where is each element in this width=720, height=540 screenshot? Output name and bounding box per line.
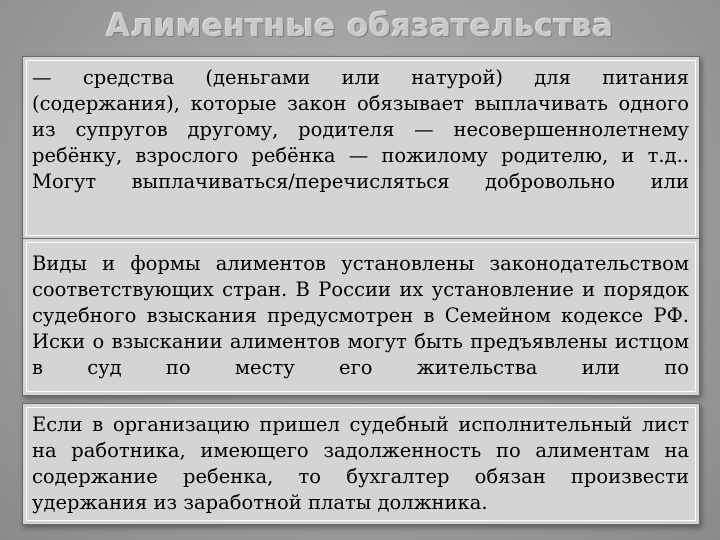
definition-paragraph: — средства (деньгами или натурой) для питания (содержания), которые закон обязывает выплачивать одного из супругов другому, родителя — несовершеннолетнему ребёнку, взрослого ребёнка — пожилому родителю, и т.д.. Могут выплачиваться/перечисляться добровольно или [32, 66, 689, 193]
types-paragraph: Виды и формы алиментов установлены законодательством соответствующих стран. В России их установление и порядок судебного взыскания предусмотрен в Семейном кодексе РФ. Иски о взыскании алиментов могут быть предъявлены истцом в суд по месту его жительства или по [32, 252, 689, 379]
types-text-frame [26, 242, 696, 392]
accounting-text-frame [26, 407, 696, 521]
accounting-text-box [22, 403, 700, 525]
definition-text-frame [26, 60, 696, 236]
types-text-box [22, 238, 700, 396]
accounting-paragraph: Если в организацию пришел судебный исполнительный лист на работника, имеющего задолженность по алиментам на содержание ребенка, то бухгалтер обязан произвести удержания из заработной платы должника. [32, 413, 689, 514]
definition-text-box [22, 56, 700, 240]
slide-title: Алиментные обязательства [106, 8, 614, 44]
